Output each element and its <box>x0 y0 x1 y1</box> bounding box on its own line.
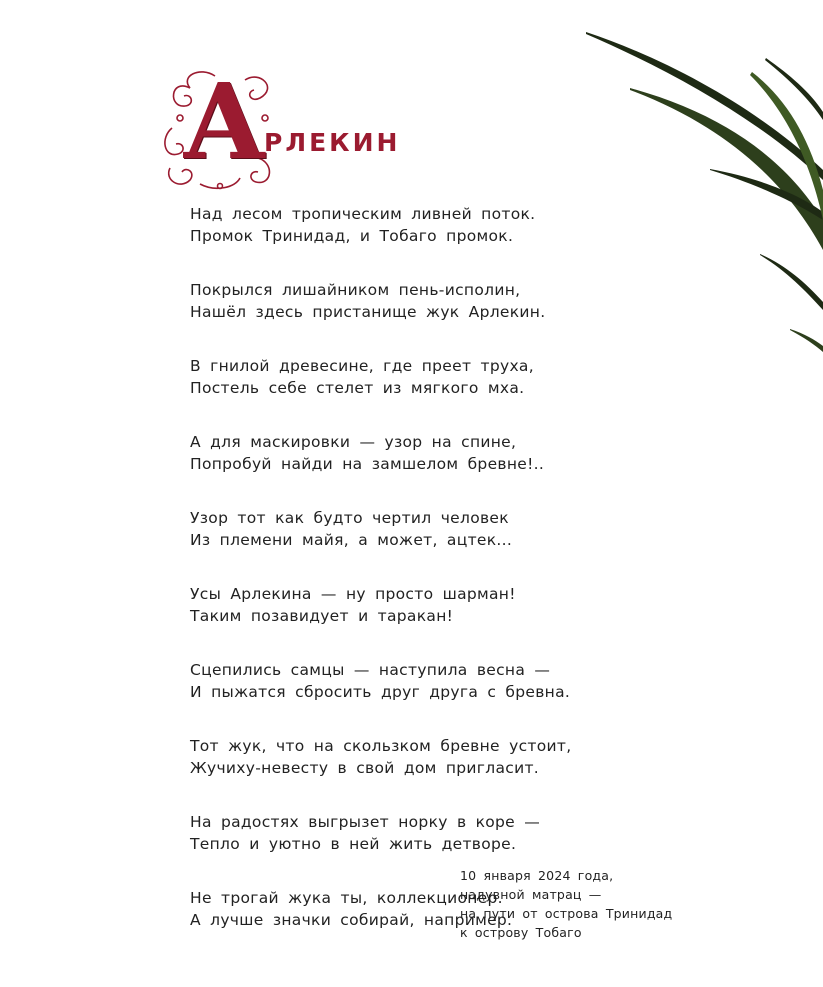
poem-line: На радостях выгрызет норку в коре — <box>190 813 541 831</box>
signature-line: к острову Тобаго <box>460 925 582 940</box>
poem-line: Не трогай жука ты, коллекционер. <box>190 889 503 907</box>
stanza <box>190 355 610 399</box>
poem-line: Тепло и уютно в ней жить детворе. <box>190 835 517 853</box>
grass-blade <box>765 58 823 120</box>
poem-line: Тот жук, что на скользком бревне устоит, <box>190 737 572 755</box>
signature-line: 10 января 2024 года, <box>460 868 614 883</box>
poem-line: Узор тот как будто чертил человек <box>190 509 509 527</box>
stanza <box>190 507 610 551</box>
poem-line: Усы Арлекина — ну просто шарман! <box>190 585 516 603</box>
poem-line: Над лесом тропическим ливней поток. <box>190 205 536 223</box>
stanza <box>190 279 610 323</box>
grass-blade <box>630 88 823 250</box>
poem-line: В гнилой древесине, где преет труха, <box>190 357 534 375</box>
poem-body <box>190 203 610 963</box>
grass-blade <box>760 254 823 310</box>
poem-line: Покрылся лишайником пень-исполин, <box>190 281 521 299</box>
grass-blade <box>586 32 823 180</box>
grass-blade <box>790 329 823 352</box>
stanza <box>190 811 610 855</box>
stanza <box>190 659 610 703</box>
title-text: РЛЕКИН <box>264 128 401 157</box>
poem-line: Постель себе стелет из мягкого мха. <box>190 379 525 397</box>
stanza <box>190 431 610 475</box>
poem-line: А для маскировки — узор на спине, <box>190 433 517 451</box>
poem-line: А лучше значки собирай, например. <box>190 911 513 929</box>
signature-line: на пути от острова Тринидад <box>460 906 673 921</box>
poem-line: Жучиху-невесту в свой дом пригласит. <box>190 759 539 777</box>
poem-title <box>160 60 420 190</box>
poem-line: Из племени майя, а может, ацтек... <box>190 531 513 549</box>
poem-line: Попробуй найди на замшелом бревне!.. <box>190 455 545 473</box>
poem-line: Промок Тринидад, и Тобаго промок. <box>190 227 514 245</box>
title-initial-letter: А <box>182 60 267 183</box>
poem-line: Сцепились самцы — наступила весна — <box>190 661 551 679</box>
stanza <box>190 735 610 779</box>
signature-block <box>460 866 760 942</box>
stanza <box>190 203 610 247</box>
poem-line: Нашёл здесь пристанище жук Арлекин. <box>190 303 546 321</box>
poem-line: Таким позавидует и таракан! <box>190 607 454 625</box>
poem-line: И пыжатся сбросить друг друга с бревна. <box>190 683 571 701</box>
stanza <box>190 583 610 627</box>
signature-line: надувной матрац — <box>460 887 602 902</box>
